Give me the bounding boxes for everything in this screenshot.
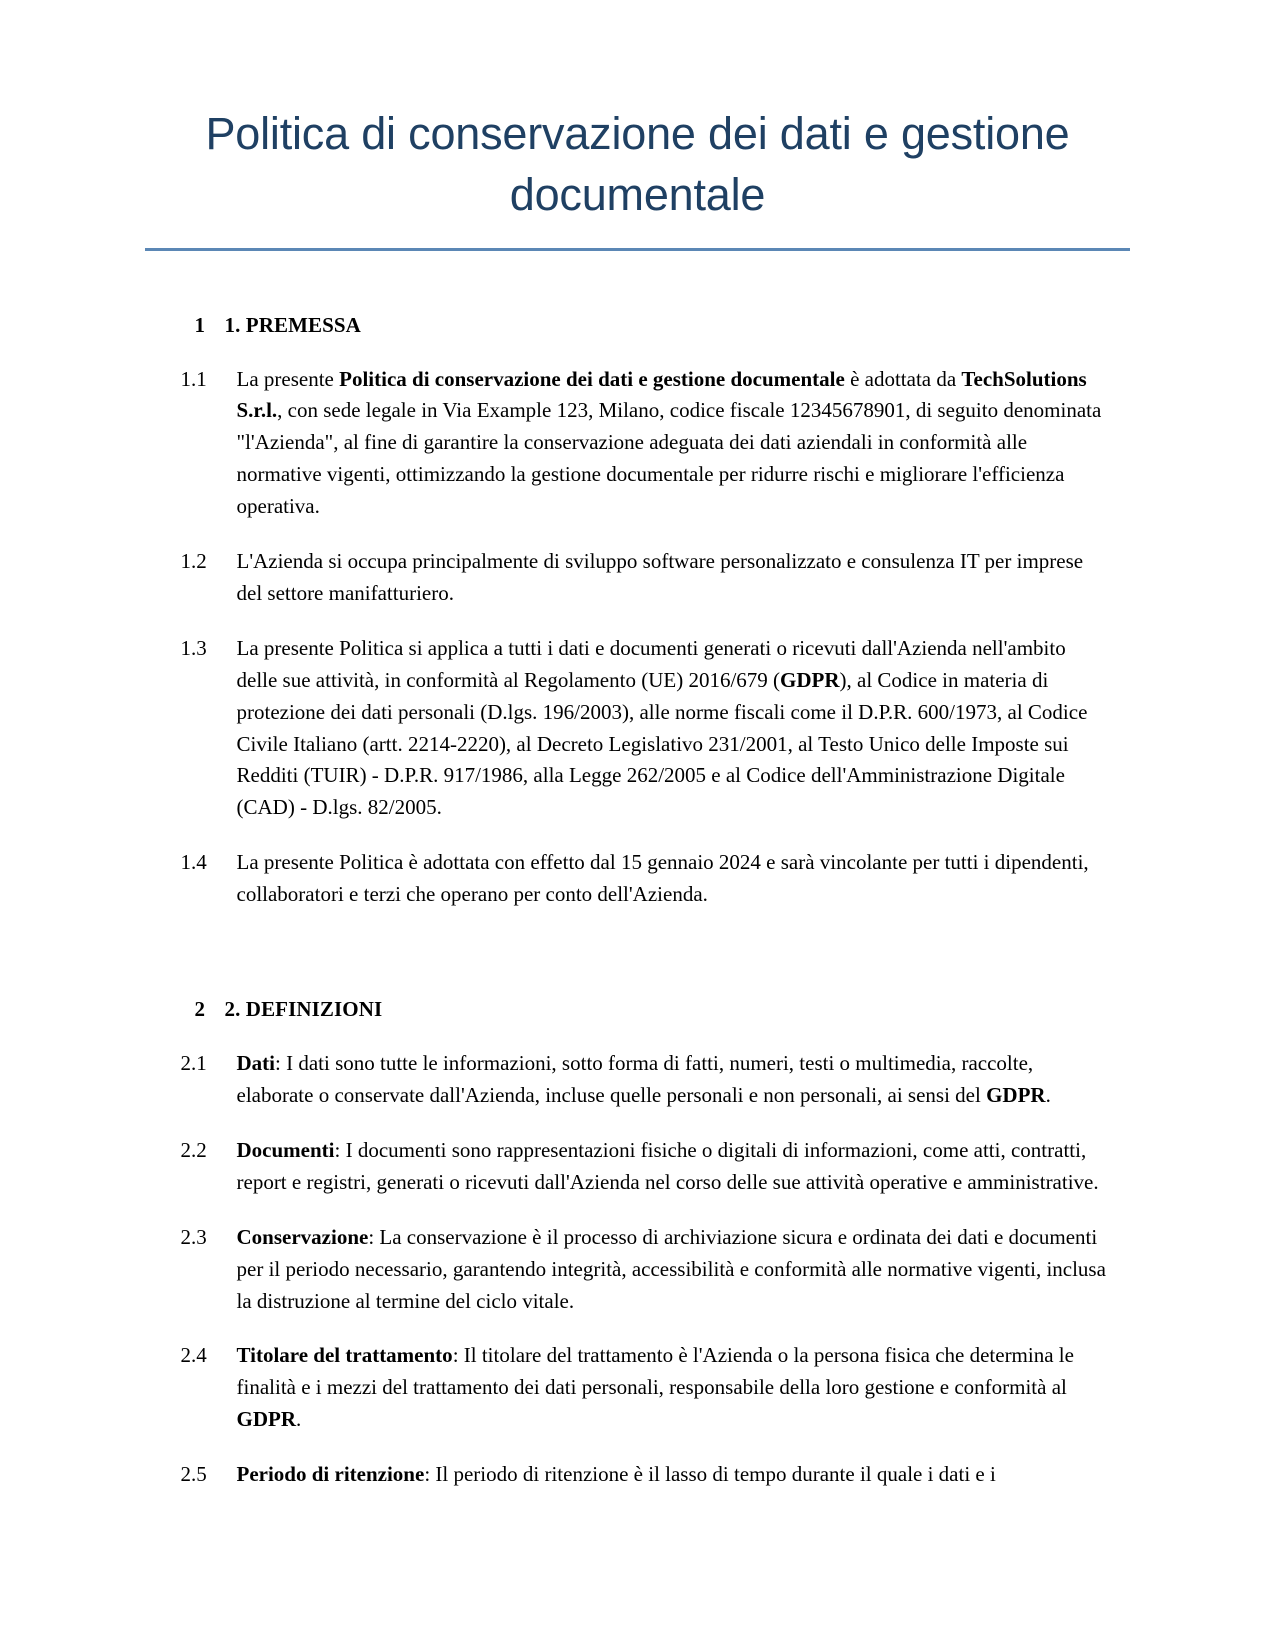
section-title: 1. PREMESSA (224, 312, 361, 337)
clause-text-run: . (1045, 1083, 1051, 1107)
clause-text-run: : Il periodo di ritenzione è il lasso di tempo durante il quale i dati e i (424, 1462, 996, 1487)
clause-text (237, 633, 1108, 824)
clause-text (237, 1222, 1108, 1318)
clause-text-strong: Periodo di ritenzione (236, 1462, 425, 1487)
clause-text (237, 1340, 1108, 1436)
clause (173, 364, 1108, 524)
section-title: 2. DEFINIZIONI (224, 997, 383, 1022)
section-heading (173, 313, 1108, 338)
page-title: Politica di conservazione dei dati e gestione documentale (205, 108, 1070, 220)
clause (173, 1340, 1108, 1436)
clause (173, 1135, 1108, 1199)
clause-text-run: La presente Politica è adottata con effetto dal 15 gennaio 2024 e sarà vincolante per tutti i dipendenti, collaboratori e terzi che operano per conto dell'Azienda. (236, 850, 1089, 907)
clause-text-run: La presente (236, 366, 340, 391)
clause-text-run: : Il titolare del trattamento è l'Azienda o la persona fisica che determina le finalità e i mezzi del trattamento dei dati personali, responsabile della loro gestione e conformità al (236, 1343, 1074, 1400)
clause-number: 2.3 (180, 1224, 207, 1249)
clause-text (237, 546, 1108, 610)
clause-text-run: La presente Politica si applica a tutti i dati e documenti generati o ricevuti dall'Azienda nell'ambito delle sue attività, in conformità al Regolamento (UE) 2016/679 ( (236, 635, 1066, 692)
section-number: 2 (194, 997, 205, 1022)
clause (173, 1222, 1108, 1318)
clause (173, 633, 1108, 824)
clause-text-strong: Documenti (236, 1137, 335, 1162)
clause-text-strong: TechSolutions S.r.l. (236, 366, 1087, 423)
clause-number: 1.2 (180, 549, 207, 574)
clause-text-strong: GDPR (236, 1407, 296, 1432)
clause-text-run: . (296, 1407, 302, 1432)
clause (173, 847, 1108, 911)
clause-text-run: è adottata da (844, 366, 962, 391)
document-body (168, 251, 1108, 1492)
clause-number: 1.4 (180, 850, 207, 875)
clause-text-strong: Conservazione (236, 1224, 369, 1249)
clause (173, 546, 1108, 610)
clause-number: 2.1 (180, 1051, 207, 1076)
clause-number: 2.4 (180, 1343, 207, 1368)
clause-text-strong: Titolare del trattamento (236, 1343, 453, 1368)
clause-text (237, 1135, 1108, 1199)
clause-text-strong: Dati (236, 1051, 275, 1076)
clause (173, 1048, 1108, 1112)
clause-text-run: , con sede legale in Via Example 123, Milano, codice fiscale 12345678901, di seguito denominata "l'Azienda", al fine di garantire la conservazione adeguata dei dati aziendali in conformità alle normative vigenti, ottimizzando la gestione documentale per ridurre rischi e migliorare l'efficienza operativa. (236, 398, 1102, 519)
clause-number: 2.2 (180, 1137, 207, 1162)
clause-text (237, 364, 1108, 524)
section-number: 1 (194, 312, 205, 337)
clause-text (237, 1048, 1108, 1112)
clause-text-run: : I documenti sono rappresentazioni fisiche o digitali di informazioni, come atti, contratti, report e registri, generati o ricevuti dall'Azienda nel corso delle sue attività operative e amministrative. (236, 1137, 1099, 1194)
clause-text (237, 1459, 1108, 1491)
clause-text-strong: GDPR (780, 667, 840, 692)
title-block (145, 0, 1130, 251)
clause-number: 1.3 (180, 635, 207, 660)
clause-text-strong: GDPR (986, 1083, 1046, 1107)
clause-text-run: L'Azienda si occupa principalmente di sviluppo software personalizzato e consulenza IT per imprese del settore manifatturiero. (236, 549, 1084, 605)
clause-text-run: ), al Codice in materia di protezione dei dati personali (D.lgs. 196/2003), alle norme fiscali come il D.P.R. 600/1973, al Codice Civile Italiano (artt. 2214-2220), al Decreto Legislativo 231/2001, al Testo Unico delle Imposte sui Redditi (TUIR) - D.P.R. 917/1986, alla Legge 262/2005 e al Codice dell'Amministrazione Digitale (CAD) - D.lgs. 82/2005. (236, 667, 1088, 820)
clause (173, 1459, 1108, 1491)
clause-number: 2.5 (180, 1462, 207, 1487)
clause-text-strong: Politica di conservazione dei dati e gestione documentale (339, 366, 845, 391)
clause-text-run: : I dati sono tutte le informazioni, sotto forma di fatti, numeri, testi o multimedia, raccolte, elaborate o conservate dall'Azienda, incluse quelle personali e non personali, ai sensi del (236, 1051, 1034, 1107)
section-heading (173, 997, 1108, 1022)
clause-number: 1.1 (180, 366, 207, 391)
clause-text-run: : La conservazione è il processo di archiviazione sicura e ordinata dei dati e documenti per il periodo necessario, garantendo integrità, accessibilità e conformità alle normative vigenti, inclusa la distruzione al termine del ciclo vitale. (236, 1224, 1106, 1313)
clause-text (237, 847, 1108, 911)
